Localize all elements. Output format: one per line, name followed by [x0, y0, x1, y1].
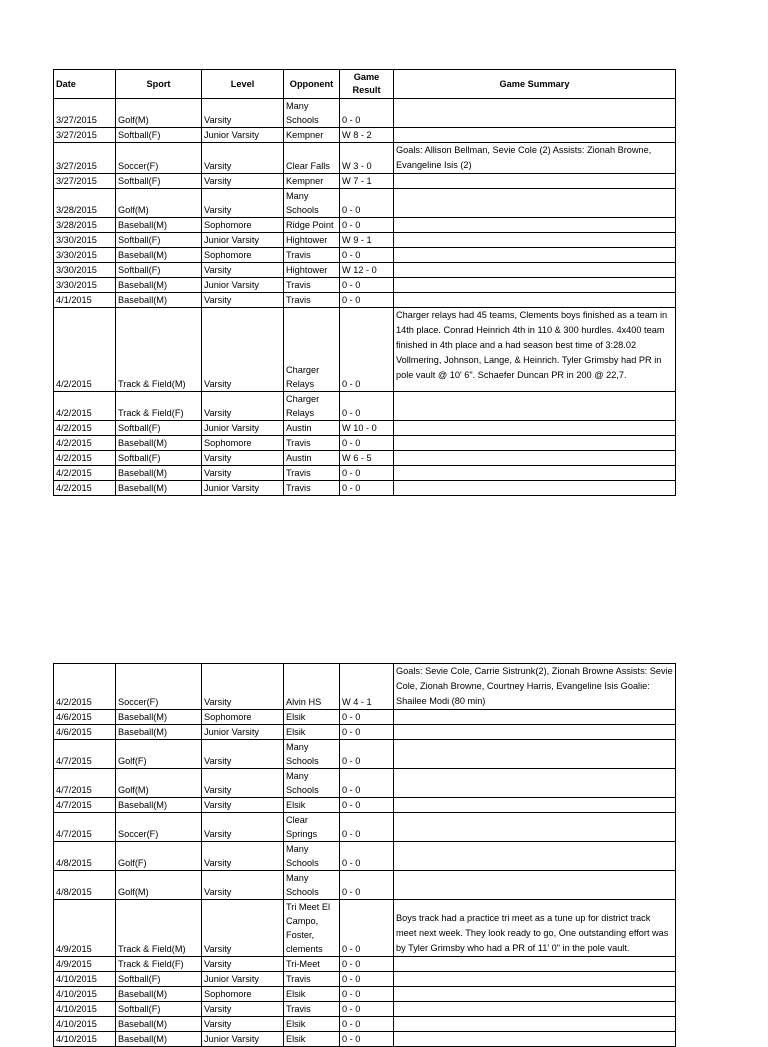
- level-cell: Varsity: [202, 842, 284, 871]
- date-cell: 3/30/2015: [54, 263, 116, 278]
- opponent-cell: Charger Relays: [284, 392, 340, 421]
- result-cell: 0 - 0: [340, 842, 394, 871]
- date-cell: 4/10/2015: [54, 1002, 116, 1017]
- date-cell: 4/10/2015: [54, 972, 116, 987]
- table-row: [54, 308, 676, 392]
- summary-cell: [394, 466, 676, 481]
- summary-cell: [394, 769, 676, 798]
- summary-cell: [394, 436, 676, 451]
- result-cell: 0 - 0: [340, 972, 394, 987]
- sport-cell: Softball(F): [116, 451, 202, 466]
- level-cell: Junior Varsity: [202, 233, 284, 248]
- table-1-body: [54, 99, 676, 496]
- opponent-cell: Tri-Meet: [284, 957, 340, 972]
- opponent-cell: Clear Springs: [284, 813, 340, 842]
- summary-cell: [394, 481, 676, 496]
- result-cell: 0 - 0: [340, 392, 394, 421]
- date-cell: 4/9/2015: [54, 900, 116, 957]
- date-cell: 4/10/2015: [54, 987, 116, 1002]
- date-cell: 4/6/2015: [54, 710, 116, 725]
- result-cell: 0 - 0: [340, 1017, 394, 1032]
- result-cell: 0 - 0: [340, 987, 394, 1002]
- result-cell: 0 - 0: [340, 813, 394, 842]
- date-cell: 4/2/2015: [54, 436, 116, 451]
- result-cell: 0 - 0: [340, 293, 394, 308]
- sport-cell: Softball(F): [116, 1002, 202, 1017]
- date-cell: 3/30/2015: [54, 248, 116, 263]
- date-cell: 4/8/2015: [54, 842, 116, 871]
- summary-cell: [394, 1017, 676, 1032]
- date-cell: 4/10/2015: [54, 1032, 116, 1047]
- sport-cell: Track & Field(M): [116, 900, 202, 957]
- sport-cell: Golf(F): [116, 842, 202, 871]
- date-cell: 4/10/2015: [54, 1017, 116, 1032]
- table-row: [54, 128, 676, 143]
- table-row: [54, 451, 676, 466]
- level-cell: Varsity: [202, 664, 284, 710]
- opponent-cell: Many Schools: [284, 99, 340, 128]
- result-cell: 0 - 0: [340, 189, 394, 218]
- level-cell: Varsity: [202, 293, 284, 308]
- level-cell: Varsity: [202, 798, 284, 813]
- table-row: [54, 174, 676, 189]
- summary-cell: [394, 278, 676, 293]
- opponent-cell: Austin: [284, 451, 340, 466]
- sport-cell: Baseball(M): [116, 481, 202, 496]
- level-cell: Varsity: [202, 813, 284, 842]
- date-cell: 4/2/2015: [54, 664, 116, 710]
- summary-cell: Boys track had a practice tri meet as a tune up for district track meet next week. They look ready to go, One outstanding effort was by Tyler Grimsby who had a PR of 11' 0" in the pole vault.: [394, 900, 676, 957]
- table-2-body: [54, 664, 676, 1047]
- table-row: [54, 1032, 676, 1047]
- table-row: [54, 248, 676, 263]
- schedule-table-2: [53, 663, 676, 1047]
- sport-cell: Softball(F): [116, 128, 202, 143]
- summary-cell: [394, 871, 676, 900]
- level-cell: Junior Varsity: [202, 481, 284, 496]
- table-row: [54, 436, 676, 451]
- opponent-cell: Travis: [284, 481, 340, 496]
- header-date: Date: [54, 70, 116, 99]
- table-row: [54, 740, 676, 769]
- summary-cell: [394, 392, 676, 421]
- header-sport: Sport: [116, 70, 202, 99]
- level-cell: Junior Varsity: [202, 725, 284, 740]
- table-row: [54, 871, 676, 900]
- date-cell: 4/7/2015: [54, 798, 116, 813]
- opponent-cell: Travis: [284, 466, 340, 481]
- summary-cell: Goals: Allison Bellman, Sevie Cole (2) Assists: Zionah Browne, Evangeline Isis (2): [394, 143, 676, 174]
- sport-cell: Golf(F): [116, 740, 202, 769]
- table-row: [54, 143, 676, 174]
- summary-cell: [394, 957, 676, 972]
- table-row: [54, 842, 676, 871]
- table-row: [54, 972, 676, 987]
- result-cell: 0 - 0: [340, 218, 394, 233]
- result-cell: W 3 - 0: [340, 143, 394, 174]
- level-cell: Varsity: [202, 263, 284, 278]
- level-cell: Sophomore: [202, 218, 284, 233]
- summary-cell: Goals: Sevie Cole, Carrie Sistrunk(2), Zionah Browne Assists: Sevie Cole, Zionah Browne, Courtney Harris, Evangeline Isis Goalie: Shailee Modi (80 min): [394, 664, 676, 710]
- date-cell: 3/27/2015: [54, 143, 116, 174]
- date-cell: 3/28/2015: [54, 189, 116, 218]
- opponent-cell: Austin: [284, 421, 340, 436]
- table-row: [54, 957, 676, 972]
- opponent-cell: Travis: [284, 436, 340, 451]
- opponent-cell: Elsik: [284, 987, 340, 1002]
- result-cell: 0 - 0: [340, 710, 394, 725]
- table-row: [54, 466, 676, 481]
- table-row: [54, 1017, 676, 1032]
- summary-cell: [394, 233, 676, 248]
- date-cell: 4/7/2015: [54, 769, 116, 798]
- date-cell: 4/8/2015: [54, 871, 116, 900]
- sport-cell: Baseball(M): [116, 987, 202, 1002]
- table-row: [54, 798, 676, 813]
- summary-cell: [394, 972, 676, 987]
- level-cell: Varsity: [202, 769, 284, 798]
- opponent-cell: Elsik: [284, 798, 340, 813]
- opponent-cell: Many Schools: [284, 189, 340, 218]
- sport-cell: Soccer(F): [116, 664, 202, 710]
- level-cell: Varsity: [202, 392, 284, 421]
- date-cell: 4/7/2015: [54, 813, 116, 842]
- opponent-cell: Ridge Point: [284, 218, 340, 233]
- result-cell: 0 - 0: [340, 798, 394, 813]
- result-cell: W 7 - 1: [340, 174, 394, 189]
- sport-cell: Baseball(M): [116, 1032, 202, 1047]
- level-cell: Junior Varsity: [202, 972, 284, 987]
- header-game-summary: Game Summary: [394, 70, 676, 99]
- date-cell: 3/30/2015: [54, 233, 116, 248]
- summary-cell: [394, 813, 676, 842]
- level-cell: Varsity: [202, 99, 284, 128]
- table-row: [54, 421, 676, 436]
- opponent-cell: Travis: [284, 972, 340, 987]
- summary-cell: [394, 1002, 676, 1017]
- level-cell: Varsity: [202, 1017, 284, 1032]
- summary-cell: [394, 798, 676, 813]
- date-cell: 4/2/2015: [54, 308, 116, 392]
- date-cell: 3/27/2015: [54, 128, 116, 143]
- result-cell: W 9 - 1: [340, 233, 394, 248]
- sport-cell: Softball(F): [116, 263, 202, 278]
- summary-cell: [394, 451, 676, 466]
- table-row: [54, 813, 676, 842]
- sport-cell: Softball(F): [116, 233, 202, 248]
- sport-cell: Golf(M): [116, 769, 202, 798]
- opponent-cell: Travis: [284, 293, 340, 308]
- table-row: [54, 710, 676, 725]
- summary-cell: [394, 174, 676, 189]
- opponent-cell: Many Schools: [284, 740, 340, 769]
- level-cell: Varsity: [202, 871, 284, 900]
- sport-cell: Soccer(F): [116, 143, 202, 174]
- date-cell: 4/1/2015: [54, 293, 116, 308]
- result-cell: W 4 - 1: [340, 664, 394, 710]
- result-cell: 0 - 0: [340, 278, 394, 293]
- opponent-cell: Travis: [284, 278, 340, 293]
- opponent-cell: Many Schools: [284, 842, 340, 871]
- summary-cell: [394, 218, 676, 233]
- level-cell: Varsity: [202, 466, 284, 481]
- opponent-cell: Tri Meet El Campo, Foster, clements: [284, 900, 340, 957]
- result-cell: 0 - 0: [340, 769, 394, 798]
- result-cell: 0 - 0: [340, 248, 394, 263]
- summary-cell: [394, 1032, 676, 1047]
- opponent-cell: Charger Relays: [284, 308, 340, 392]
- sport-cell: Baseball(M): [116, 278, 202, 293]
- level-cell: Sophomore: [202, 710, 284, 725]
- sport-cell: Softball(F): [116, 174, 202, 189]
- sport-cell: Baseball(M): [116, 293, 202, 308]
- summary-cell: [394, 710, 676, 725]
- opponent-cell: Hightower: [284, 233, 340, 248]
- level-cell: Junior Varsity: [202, 278, 284, 293]
- date-cell: 3/27/2015: [54, 174, 116, 189]
- result-cell: 0 - 0: [340, 725, 394, 740]
- result-cell: 0 - 0: [340, 871, 394, 900]
- date-cell: 3/28/2015: [54, 218, 116, 233]
- opponent-cell: Travis: [284, 248, 340, 263]
- sport-cell: Golf(M): [116, 871, 202, 900]
- result-cell: 0 - 0: [340, 308, 394, 392]
- table-row: [54, 263, 676, 278]
- opponent-cell: Elsik: [284, 1017, 340, 1032]
- opponent-cell: Many Schools: [284, 769, 340, 798]
- result-cell: 0 - 0: [340, 466, 394, 481]
- result-cell: W 12 - 0: [340, 263, 394, 278]
- result-cell: 0 - 0: [340, 900, 394, 957]
- level-cell: Junior Varsity: [202, 128, 284, 143]
- table-row: [54, 664, 676, 710]
- level-cell: Varsity: [202, 1002, 284, 1017]
- sport-cell: Softball(F): [116, 972, 202, 987]
- sport-cell: Softball(F): [116, 421, 202, 436]
- header-row: [54, 70, 676, 99]
- opponent-cell: Clear Falls: [284, 143, 340, 174]
- level-cell: Varsity: [202, 189, 284, 218]
- summary-cell: [394, 99, 676, 128]
- date-cell: 4/6/2015: [54, 725, 116, 740]
- table-row: [54, 278, 676, 293]
- result-cell: 0 - 0: [340, 99, 394, 128]
- table-row: [54, 189, 676, 218]
- opponent-cell: Alvin HS: [284, 664, 340, 710]
- level-cell: Junior Varsity: [202, 1032, 284, 1047]
- sport-cell: Track & Field(F): [116, 957, 202, 972]
- opponent-cell: Elsik: [284, 1032, 340, 1047]
- table-row: [54, 987, 676, 1002]
- sport-cell: Baseball(M): [116, 798, 202, 813]
- sport-cell: Baseball(M): [116, 725, 202, 740]
- table-row: [54, 900, 676, 957]
- result-cell: 0 - 0: [340, 1002, 394, 1017]
- level-cell: Sophomore: [202, 987, 284, 1002]
- result-cell: W 6 - 5: [340, 451, 394, 466]
- table-row: [54, 293, 676, 308]
- summary-cell: [394, 725, 676, 740]
- schedule-table-1: [53, 69, 676, 496]
- result-cell: 0 - 0: [340, 481, 394, 496]
- date-cell: 4/2/2015: [54, 481, 116, 496]
- opponent-cell: Elsik: [284, 710, 340, 725]
- table-row: [54, 392, 676, 421]
- sport-cell: Track & Field(M): [116, 308, 202, 392]
- summary-cell: Charger relays had 45 teams, Clements boys finished as a team in 14th place. Conrad Heinrich 4th in 110 & 300 hurdles. 4x400 team finished in 4th place and a had season best time of 3:28.02 Vollmering, Johnson, Lange, & Heinrich. Tyler Grimsby had PR in pole vault @ 10' 6". Schaefer Duncan PR in 200 @ 22,7.: [394, 308, 676, 392]
- summary-cell: [394, 293, 676, 308]
- sport-cell: Baseball(M): [116, 1017, 202, 1032]
- sport-cell: Golf(M): [116, 189, 202, 218]
- summary-cell: [394, 421, 676, 436]
- date-cell: 4/7/2015: [54, 740, 116, 769]
- level-cell: Varsity: [202, 143, 284, 174]
- level-cell: Sophomore: [202, 436, 284, 451]
- table-row: [54, 481, 676, 496]
- date-cell: 3/30/2015: [54, 278, 116, 293]
- date-cell: 4/2/2015: [54, 421, 116, 436]
- level-cell: Varsity: [202, 740, 284, 769]
- summary-cell: [394, 248, 676, 263]
- result-cell: 0 - 0: [340, 1032, 394, 1047]
- date-cell: 4/2/2015: [54, 451, 116, 466]
- level-cell: Junior Varsity: [202, 421, 284, 436]
- date-cell: 4/2/2015: [54, 466, 116, 481]
- opponent-cell: Travis: [284, 1002, 340, 1017]
- opponent-cell: Kempner: [284, 174, 340, 189]
- level-cell: Varsity: [202, 957, 284, 972]
- table-row: [54, 769, 676, 798]
- result-cell: 0 - 0: [340, 957, 394, 972]
- sport-cell: Baseball(M): [116, 710, 202, 725]
- date-cell: 4/2/2015: [54, 392, 116, 421]
- table-row: [54, 99, 676, 128]
- summary-cell: [394, 740, 676, 769]
- summary-cell: [394, 842, 676, 871]
- level-cell: Sophomore: [202, 248, 284, 263]
- summary-cell: [394, 128, 676, 143]
- date-cell: 4/9/2015: [54, 957, 116, 972]
- sport-cell: Track & Field(F): [116, 392, 202, 421]
- table-row: [54, 1002, 676, 1017]
- header-level: Level: [202, 70, 284, 99]
- header-game-result: Game Result: [340, 70, 394, 99]
- sport-cell: Baseball(M): [116, 436, 202, 451]
- sport-cell: Golf(M): [116, 99, 202, 128]
- result-cell: W 10 - 0: [340, 421, 394, 436]
- table-row: [54, 218, 676, 233]
- result-cell: W 8 - 2: [340, 128, 394, 143]
- level-cell: Varsity: [202, 900, 284, 957]
- summary-cell: [394, 263, 676, 278]
- table-row: [54, 233, 676, 248]
- opponent-cell: Many Schools: [284, 871, 340, 900]
- summary-cell: [394, 189, 676, 218]
- result-cell: 0 - 0: [340, 436, 394, 451]
- sport-cell: Baseball(M): [116, 218, 202, 233]
- summary-cell: [394, 987, 676, 1002]
- table-row: [54, 725, 676, 740]
- opponent-cell: Kempner: [284, 128, 340, 143]
- opponent-cell: Hightower: [284, 263, 340, 278]
- sport-cell: Baseball(M): [116, 248, 202, 263]
- level-cell: Varsity: [202, 308, 284, 392]
- sport-cell: Soccer(F): [116, 813, 202, 842]
- level-cell: Varsity: [202, 451, 284, 466]
- opponent-cell: Elsik: [284, 725, 340, 740]
- date-cell: 3/27/2015: [54, 99, 116, 128]
- sport-cell: Baseball(M): [116, 466, 202, 481]
- result-cell: 0 - 0: [340, 740, 394, 769]
- level-cell: Varsity: [202, 174, 284, 189]
- header-opponent: Opponent: [284, 70, 340, 99]
